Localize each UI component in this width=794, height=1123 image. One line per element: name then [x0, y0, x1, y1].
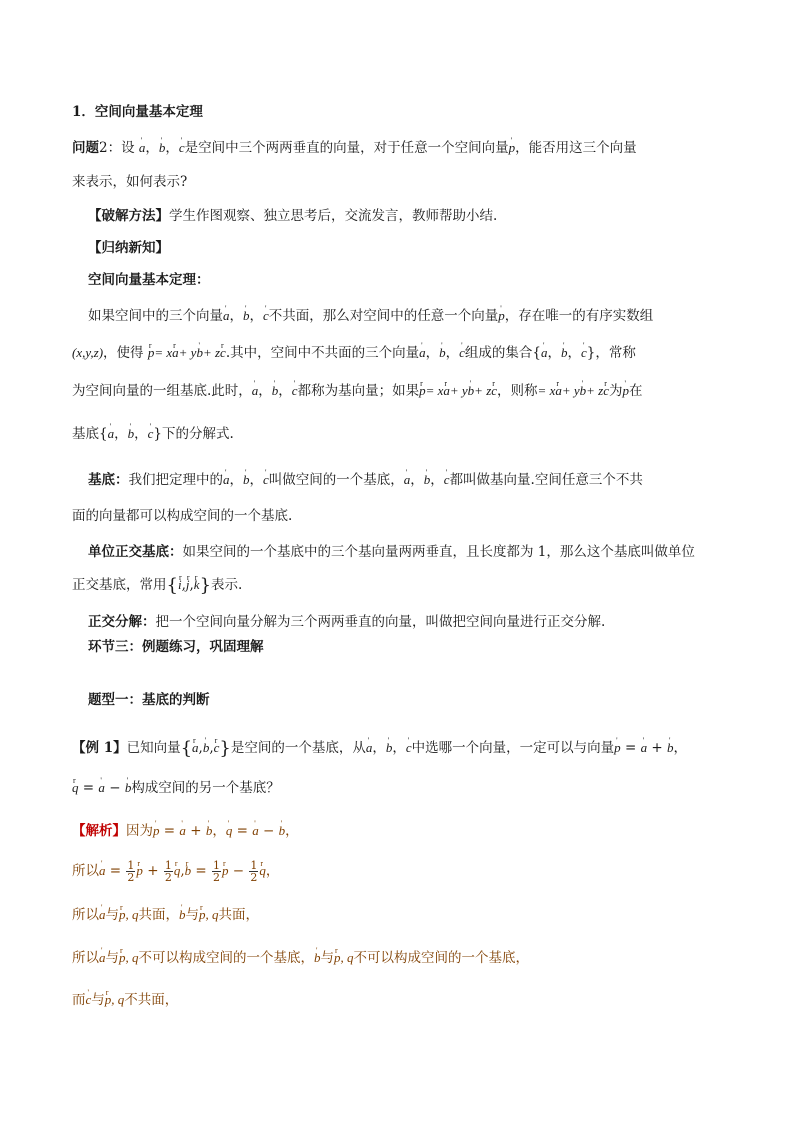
brace-close: }	[199, 575, 212, 596]
text: 所以	[72, 863, 99, 879]
vector-q: ' q	[226, 823, 233, 838]
vector-c: ' c	[263, 472, 269, 487]
sep: ，	[567, 345, 581, 361]
sep: ，	[278, 383, 292, 399]
question-label: 问题	[72, 140, 99, 156]
text: 不共面，那么对空间中的任意一个向量	[268, 308, 499, 324]
vector-a: ' a	[98, 780, 105, 795]
math: =	[620, 740, 641, 756]
vector-j: r j	[186, 577, 190, 592]
stage-3-heading: 环节三：例题练习，巩固理解	[88, 639, 264, 655]
text: 组成的集合{	[464, 345, 541, 361]
summary-label: 【归纳新知】	[88, 240, 169, 256]
vector-q: r q	[72, 780, 79, 795]
solution-line1	[72, 821, 299, 841]
text: 不可以构成空间的一个基底，	[138, 950, 314, 966]
vector-p: r p	[148, 345, 155, 360]
math: =	[105, 863, 126, 879]
vector-a: ' a	[99, 950, 106, 965]
triple-xyz: (x,y,z)	[72, 345, 104, 360]
text: 已知向量	[126, 740, 181, 756]
vector-c: ' c	[444, 472, 450, 487]
text: 与	[105, 950, 119, 966]
example-label: 【例 1】	[72, 740, 127, 756]
vectors-p-q: r p, q	[119, 907, 139, 922]
numerator: 1	[213, 859, 221, 872]
fraction-half	[212, 860, 221, 883]
question-2-line1	[72, 138, 637, 158]
vector-c: r c	[214, 740, 220, 755]
sep: ，	[134, 426, 148, 442]
text: 而	[72, 992, 86, 1008]
vectors-p-q: r p, q	[199, 907, 219, 922]
vector-b: ' b	[667, 740, 674, 755]
text: 因为	[126, 823, 153, 839]
vector-c: ' c	[581, 345, 587, 360]
math: + z	[202, 345, 221, 360]
text: 不共面，	[124, 992, 179, 1008]
sep: ，	[114, 426, 128, 442]
vector-a: ' a	[419, 345, 426, 360]
text: 所以	[72, 907, 99, 923]
text: .其中，空间中不共面的三个向量	[225, 345, 420, 361]
method-text: 学生作图观察、独立思考后，交流发言，教师帮助小结.	[169, 208, 498, 224]
brace-open: {	[180, 738, 193, 759]
vector-a: ' a	[252, 823, 259, 838]
sep: ，	[392, 740, 406, 756]
vector-a: r a	[555, 383, 562, 398]
vector-a: ' a	[252, 383, 259, 398]
text: ，使得	[103, 345, 144, 361]
question-2-line2: 来表示，如何表示?	[72, 174, 188, 190]
numerator: 1	[127, 859, 135, 872]
vectors-p-q: r p, q	[105, 992, 125, 1007]
text: 为	[609, 383, 623, 399]
denominator: 2	[164, 871, 172, 884]
vector-a: r a	[192, 740, 199, 755]
vector-a: ' a	[641, 740, 648, 755]
text: 为空间向量的一组基底.此时，	[72, 383, 252, 399]
math: + z	[586, 383, 604, 398]
fraction-half	[164, 860, 173, 883]
text: ，存在唯一的有序实数组	[504, 308, 654, 324]
text: 都叫做基向量.空间任意三个不共	[449, 472, 643, 488]
vector-b: ' b	[243, 308, 250, 323]
vector-b: ' b	[159, 140, 166, 155]
vector-c: ' c	[148, 426, 154, 441]
vector-q: r q	[174, 863, 181, 878]
vector-c: ' c	[179, 140, 185, 155]
text: 表示.	[211, 577, 243, 593]
numerator: 1	[250, 859, 258, 872]
vector-c: r c	[491, 383, 497, 398]
sep: ，	[258, 383, 272, 399]
math: = x	[154, 345, 173, 360]
vector-p: ' p	[614, 740, 621, 755]
denominator: 2	[127, 871, 135, 884]
math: + z	[474, 383, 492, 398]
vector-b: ' b	[272, 383, 279, 398]
vector-a: ' a	[541, 345, 548, 360]
math: =	[78, 780, 99, 796]
question-number: 2：设	[99, 140, 135, 156]
theorem-line3	[72, 381, 643, 401]
solution-label: 【解析】	[72, 823, 126, 839]
basis-line1	[88, 470, 643, 490]
text: 如果空间中的三个向量	[88, 308, 223, 324]
vector-a: ' a	[139, 140, 146, 155]
vector-b: ' b	[196, 345, 203, 360]
vector-b: ' b	[243, 472, 250, 487]
text: 共面，	[218, 907, 259, 923]
math: +	[142, 863, 163, 879]
math: +	[185, 823, 206, 839]
vector-p: r p	[222, 863, 229, 878]
text: 在	[629, 383, 643, 399]
text: 正交基底，常用	[72, 577, 167, 593]
section-title: 1．空间向量基本定理	[72, 104, 203, 120]
solution-line3	[72, 905, 259, 925]
vector-b: ' b	[580, 383, 587, 398]
question-text: 是空间中三个两两垂直的向量，对于任意一个空间向量	[184, 140, 509, 156]
text: 如果空间的一个基底中的三个基向量两两垂直，且长度都为 1，那么这个基底叫做单位	[182, 544, 695, 560]
sep: ，	[673, 740, 687, 756]
method-line	[88, 206, 497, 226]
vector-a: r a	[172, 345, 179, 360]
basis-line2: 面的向量都可以构成空间的一个基底.	[72, 508, 293, 524]
vector-p: r p	[136, 863, 143, 878]
example-1-line1: 【例 1】已知向量{r a,' b,r c}是空间的一个基底，从' a，' b，' c中选哪一个向量，一定可以与向量' p = ' a + ' b，	[72, 738, 687, 759]
vector-b: r b	[185, 863, 192, 878]
vector-b: ' b	[468, 383, 475, 398]
math: +	[647, 740, 667, 756]
math: + y	[178, 345, 197, 360]
vector-b: ' b	[386, 740, 393, 755]
vector-c: ' c	[263, 308, 269, 323]
vector-i: r i	[178, 577, 182, 592]
text: 是空间的一个基底，从	[230, 740, 366, 756]
vectors-p-q: r p, q	[119, 950, 139, 965]
sep: ，	[229, 308, 243, 324]
sep: ，	[145, 140, 159, 156]
denominator: 2	[250, 871, 258, 884]
text: }下的分解式.	[153, 426, 234, 442]
vector-b: ' b	[561, 345, 568, 360]
math: =	[191, 863, 212, 879]
math: −	[228, 863, 249, 879]
vector-b: ' b	[439, 345, 446, 360]
text: 我们把定理中的	[128, 472, 223, 488]
text: 把一个空间向量分解为三个两两垂直的向量，叫做把空间向量进行正交分解.	[155, 614, 606, 630]
math: =	[159, 823, 180, 839]
sep: ，	[285, 823, 299, 839]
solution-line5	[72, 990, 178, 1010]
text: 基底{	[72, 426, 108, 442]
text: 构成空间的另一个基底？	[131, 780, 280, 796]
brace-close: }	[219, 738, 231, 759]
vector-q: r q	[259, 863, 266, 878]
solution-line4	[72, 948, 529, 968]
denominator: 2	[213, 871, 221, 884]
sep: ，	[425, 345, 440, 361]
vector-b: ' b	[203, 740, 210, 755]
vector-p: ' p	[623, 383, 630, 398]
unit-basis-label: 单位正交基底：	[88, 544, 183, 560]
example-1-line2	[72, 778, 280, 798]
vector-a: ' a	[366, 740, 373, 755]
vector-c: r c	[220, 345, 226, 360]
numerator: 1	[164, 859, 172, 872]
theorem-line4	[72, 424, 234, 444]
text: 中选哪一个向量，一定可以与向量	[411, 740, 615, 756]
theorem-title: 空间向量基本定理：	[88, 272, 210, 288]
vector-a: ' a	[179, 823, 186, 838]
text: }，常称	[586, 345, 636, 361]
ortho-line	[88, 612, 605, 632]
sep: ，	[547, 345, 561, 361]
vector-p: ' p	[498, 308, 505, 323]
fraction-half	[249, 860, 258, 883]
text: 与	[105, 907, 119, 923]
sep: ，	[165, 140, 179, 156]
sep: ，	[445, 345, 460, 361]
sep: ，	[249, 472, 263, 488]
basis-label: 基底：	[88, 472, 129, 488]
vector-b: ' b	[128, 426, 135, 441]
question-text: ，能否用这三个向量	[515, 140, 637, 156]
vector-b: ' b	[314, 950, 321, 965]
sep: ，	[430, 472, 444, 488]
vector-a: r a	[443, 383, 450, 398]
type-1-heading: 题型一：基底的判断	[88, 692, 210, 708]
vector-a: ' a	[108, 426, 115, 441]
text: 所以	[72, 950, 99, 966]
brace-open: {	[166, 575, 178, 596]
text: 共面，	[138, 907, 179, 923]
fraction-half	[126, 860, 135, 883]
vector-p: r p	[419, 383, 426, 398]
theorem-line1	[88, 306, 653, 326]
vector-a: ' a	[99, 907, 106, 922]
sep: ，	[372, 740, 386, 756]
vector-b: ' b	[125, 780, 132, 795]
theorem-line2	[72, 343, 636, 363]
text: 都称为基向量；如果	[297, 383, 420, 399]
vector-c: ' c	[406, 740, 412, 755]
vector-a: ' a	[223, 308, 230, 323]
vector-c: ' c	[459, 345, 465, 360]
text: 与	[91, 992, 105, 1008]
math: −	[258, 823, 279, 839]
vector-b: ' b	[279, 823, 286, 838]
math: + y	[561, 383, 580, 398]
vector-a: ' a	[99, 863, 106, 878]
text: 叫做空间的一个基底，	[268, 472, 404, 488]
sep: ，	[410, 472, 424, 488]
vector-b: ' b	[179, 907, 186, 922]
vector-k: r k	[194, 577, 200, 592]
math: = x	[537, 383, 556, 398]
vectors-p-q: r p, q	[334, 950, 354, 965]
sep: ，	[229, 472, 243, 488]
text: 与	[185, 907, 199, 923]
vector-a: ' a	[404, 472, 411, 487]
math: + y	[449, 383, 468, 398]
math: = x	[425, 383, 444, 398]
vector-b: ' b	[206, 823, 213, 838]
vector-a: ' a	[223, 472, 230, 487]
math: −	[104, 780, 125, 796]
text: 不可以构成空间的一个基底，	[353, 950, 529, 966]
unit-basis-line1	[88, 542, 695, 562]
vector-c: ' c	[292, 383, 298, 398]
method-label: 【破解方法】	[88, 208, 169, 224]
vector-c: ' c	[86, 992, 92, 1007]
text: 与	[320, 950, 334, 966]
ortho-label: 正交分解：	[88, 614, 156, 630]
sep: ，	[249, 308, 263, 324]
unit-basis-line2: 正交基底，常用{r i,r j,r k}表示.	[72, 575, 242, 596]
vector-p: ' p	[509, 140, 516, 155]
sep: ，	[212, 823, 226, 839]
sep: ，	[265, 863, 280, 879]
solution-line2: 所以' a = $\frac{1}{2}$ r p + $\frac{1}{2}$ r q,r b = $\frac{1}{2}$ r p − $\frac{1}{2}$ r q，	[72, 860, 279, 883]
text: ，则称	[497, 383, 538, 399]
vector-b: ' b	[424, 472, 431, 487]
vector-c: r c	[603, 383, 609, 398]
math: =	[232, 823, 253, 839]
vector-p: ' p	[153, 823, 160, 838]
